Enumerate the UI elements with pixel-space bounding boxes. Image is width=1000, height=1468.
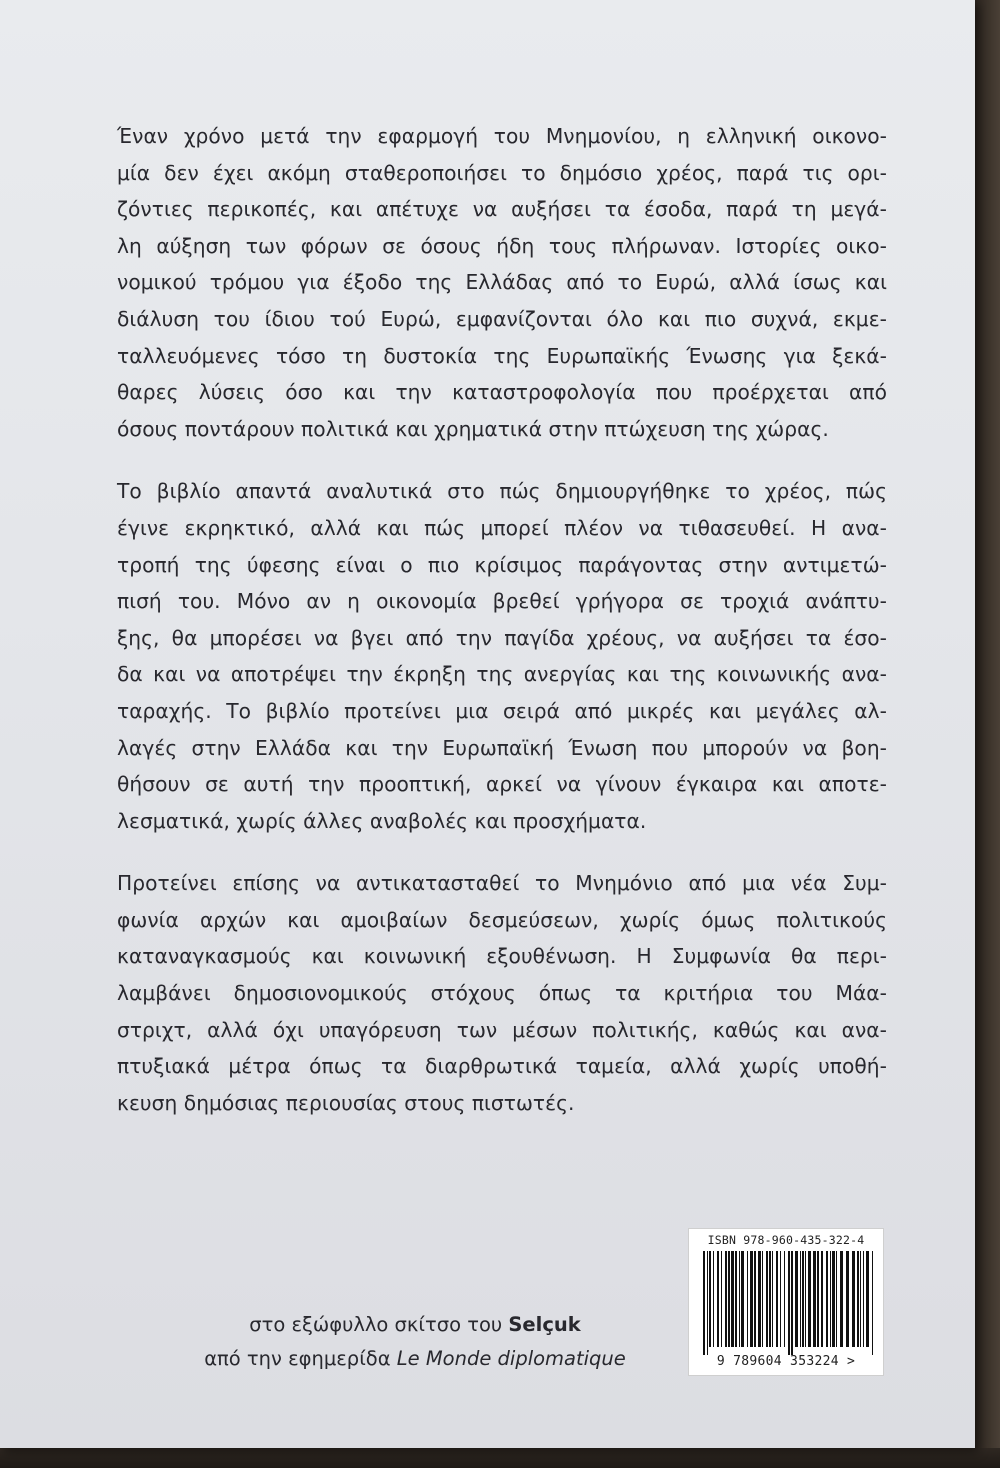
- blurb-line: όσους ποντάρουν πολιτικά και χρηματικά στην πτώχευση της χώρας.: [117, 416, 829, 441]
- blurb-paragraph: [117, 118, 887, 447]
- isbn-label: ISBN 978-960-435-322-4: [707, 1233, 865, 1247]
- barcode-bars: [701, 1251, 877, 1355]
- barcode-bar: [840, 1251, 843, 1347]
- blurb-line: ταλλευόμενες τόσο τη δυστοκία της Ευρωπαϊκής Ένωσης για ξεκά-: [117, 343, 887, 368]
- barcode-bar: [709, 1251, 711, 1347]
- barcode-bar: [788, 1251, 790, 1355]
- credit-line-newspaper: [190, 1342, 640, 1376]
- barcode-bar: [860, 1251, 861, 1347]
- blurb-line: έγινε εκρηκτικό, αλλά και πώς μπορεί πλέον να τιθασευθεί. Η ανα-: [117, 515, 887, 540]
- barcode-bar: [741, 1251, 744, 1347]
- blurb-line: λη αύξηση των φόρων σε όσους ήδη τους πλήρωναν. Ιστορίες οικο-: [117, 233, 887, 258]
- blurb-line: νομικού τρόμου για έξοδο της Ελλάδας από το Ευρώ, αλλά ίσως και: [117, 270, 887, 295]
- blurb-line: πτυξιακά μέτρα όπως τα διαρθρωτικά ταμεία, αλλά χωρίς υποθή-: [117, 1054, 887, 1079]
- blurb-line: ταραχής. Το βιβλίο προτείνει μια σειρά από μικρές και μεγάλες αλ-: [117, 698, 887, 723]
- blurb-line: λεσματικά, χωρίς άλλες αναβολές και προσχήματα.: [117, 808, 647, 833]
- barcode-bar: [739, 1251, 740, 1347]
- barcode-bar: [762, 1251, 763, 1347]
- book-bottom-edge: [0, 1448, 1000, 1468]
- blurb-line: λαγές στην Ελλάδα και την Ευρωπαϊκή Ένωση που μπορούν να βοη-: [117, 735, 887, 760]
- barcode-bar: [717, 1251, 719, 1347]
- barcode-bar: [713, 1251, 714, 1347]
- barcode-bar: [832, 1251, 835, 1347]
- barcode-bar: [735, 1251, 737, 1347]
- blurb-line: ξης, θα μπορέσει να βγει από την παγίδα χρέους, να αυξήσει τα έσο-: [117, 625, 887, 650]
- blurb-line: καταναγκασμούς και κοινωνική εξουθένωση. Η Συμφωνία θα περι-: [117, 944, 887, 969]
- blurb-line: ζόντιες περικοπές, και απέτυχε να αυξήσει τα έσοδα, παρά τη μεγά-: [117, 197, 887, 222]
- blurb-line: στριχτ, αλλά όχι υπαγόρευση των μέσων πολιτικής, καθώς και ανα-: [117, 1017, 887, 1042]
- credit-line-artist: [190, 1308, 640, 1342]
- barcode-bar: [725, 1251, 727, 1347]
- blurb-line: πισή του. Μόνο αν η οικονομία βρεθεί γρήγορα σε τροχιά ανάπτυ-: [117, 589, 887, 614]
- barcode-bar: [813, 1251, 816, 1347]
- barcode-bar: [721, 1251, 722, 1347]
- blurb-line: Το βιβλίο απαντά αναλυτικά στο πώς δημιουργήθηκε το χρέος, πώς: [117, 479, 887, 504]
- barcode-bar: [852, 1251, 855, 1347]
- barcode-bar: [747, 1251, 748, 1347]
- credit-newspaper-name: Le Monde diplomatique: [396, 1347, 626, 1370]
- barcode-bar: [800, 1251, 801, 1347]
- barcode-bar: [802, 1251, 804, 1347]
- barcode-bar: [731, 1251, 734, 1347]
- blurb-line: δα και να αποτρέψει την έκρηξη της ανεργίας και της κοινωνικής ανα-: [117, 662, 887, 687]
- book-spine-edge: [975, 0, 1000, 1468]
- blurb-line: θαρες λύσεις όσο και την καταστροφολογία που προέρχεται από: [117, 380, 887, 405]
- barcode-bar: [784, 1251, 785, 1347]
- blurb-line: κευση δημόσιας περιουσίας στους πιστωτές.: [117, 1090, 575, 1115]
- barcode-bar: [817, 1251, 819, 1347]
- barcode-bar: [776, 1251, 778, 1347]
- barcode-bar: [863, 1251, 864, 1347]
- barcode-bar: [872, 1251, 873, 1355]
- barcode-digits: 9 789604 353224 >: [716, 1354, 856, 1369]
- barcode-bar: [780, 1251, 781, 1347]
- blurb-paragraph: [117, 865, 887, 1121]
- barcode-bar: [772, 1251, 773, 1347]
- barcode-bar: [866, 1251, 869, 1347]
- isbn-barcode: [688, 1228, 884, 1376]
- blurb-line: μία δεν έχει ακόμη σταθεροποιήσει το δημόσιο χρέος, παρά τις ορι-: [117, 160, 887, 185]
- cover-credit: [190, 1308, 640, 1376]
- credit-prefix: στο εξώφυλλο σκίτσο του: [249, 1313, 509, 1336]
- barcode-bar: [836, 1251, 837, 1347]
- barcode-bar: [758, 1251, 761, 1347]
- barcode-bar: [754, 1251, 756, 1347]
- blurb-line: φωνία αρχών και αμοιβαίων δεσμεύσεων, χωρίς όμως πολιτικούς: [117, 907, 887, 932]
- barcode-bar: [821, 1251, 823, 1347]
- blurb-line: τροπή της ύφεσης είναι ο πιο κρίσιμος παράγοντας στην αντιμετώ-: [117, 552, 887, 577]
- barcode-bar: [830, 1251, 831, 1347]
- barcode-bar: [750, 1251, 753, 1347]
- blurb-line: λαμβάνει δημοσιονομικούς στόχους όπως τα κριτήρια του Μάα-: [117, 981, 887, 1006]
- barcode-bar: [766, 1251, 768, 1347]
- blurb-text: [117, 118, 887, 1147]
- blurb-line: θήσουν σε αυτή την προοπτική, αρκεί να γίνουν έγκαιρα και αποτε-: [117, 772, 887, 797]
- blurb-line: διάλυση του ίδιου τού Ευρώ, εμφανίζονται όλο και πιο συχνά, εκμε-: [117, 306, 887, 331]
- barcode-bar: [826, 1251, 828, 1347]
- barcode-bar: [795, 1251, 798, 1347]
- barcode-bar: [846, 1251, 849, 1347]
- credit-artist-name: Selçuk: [508, 1313, 581, 1336]
- barcode-bar: [703, 1251, 705, 1355]
- blurb-line: Έναν χρόνο μετά την εφαρμογή του Μνημονίου, η ελληνική οικονο-: [117, 124, 887, 148]
- credit-newspaper-prefix: από την εφημερίδα: [204, 1347, 397, 1370]
- barcode-bar: [808, 1251, 811, 1347]
- barcode-bar: [857, 1251, 859, 1347]
- blurb-paragraph: [117, 473, 887, 839]
- barcode-bar: [805, 1251, 806, 1347]
- barcode-bar: [707, 1251, 708, 1355]
- barcode-bar: [769, 1251, 771, 1347]
- blurb-line: Προτείνει επίσης να αντικατασταθεί το Μνημόνιο από μια νέα Συμ-: [117, 871, 887, 896]
- barcode-bar: [728, 1251, 730, 1347]
- barcode-bar: [791, 1251, 793, 1355]
